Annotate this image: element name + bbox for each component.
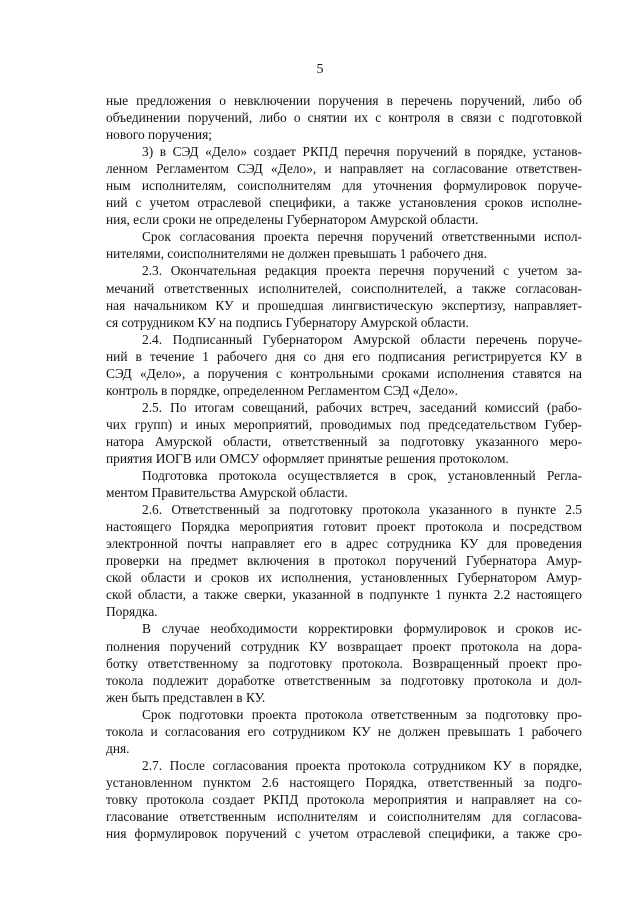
text-line: ний с учетом отраслевой специфики, а также установления сроков исполне- [106, 195, 582, 211]
text-line: В случае необходимости корректировки формулировок и сроков ис- [142, 621, 582, 637]
text-line: ния, если сроки не определены Губернатором Амурской области. [106, 212, 479, 228]
text-line: натора Амурской области, ответственный за подготовку указанного меро- [106, 433, 582, 449]
document-body [106, 92, 582, 842]
text-line: 2.4. Подписанный Губернатором Амурской области перечень поруче- [142, 331, 582, 347]
text-line: СЭД «Дело», а поручения с контрольными сроками исполнения ставятся на [106, 365, 582, 381]
text-line: дня. [106, 740, 130, 756]
text-line: ской области, а также сверки, указанной в подпункте 1 пункта 2.2 настоящего [106, 587, 582, 603]
text-line: нителями, соисполнителями не должен превышать 1 рабочего дня. [106, 246, 487, 262]
text-line: ным исполнителям, соисполнителям для уточнения формулировок поруче- [106, 178, 582, 194]
page-number: 5 [316, 62, 324, 77]
text-line: Подготовка протокола осуществляется в срок, установленный Регла- [142, 468, 582, 484]
text-line: ментом Правительства Амурской области. [106, 485, 348, 501]
text-line: Срок согласования проекта перечня поручений ответственными испол- [142, 229, 582, 245]
text-line: жен быть представлен в КУ. [106, 689, 266, 705]
text-line: ботку ответственному за подготовку протокола. Возвращенный проект про- [106, 655, 582, 671]
text-line: 2.5. По итогам совещаний, рабочих встреч, заседаний комиссий (рабо- [142, 399, 582, 415]
text-line: токола подлежит доработке ответственным за подготовку протокола и дол- [106, 672, 582, 688]
text-line: нового поручения; [106, 127, 212, 143]
text-line: товку протокола создает РКПД протокола мероприятия и направляет на со- [106, 791, 582, 807]
text-line: ся сотрудником КУ на подпись Губернатору Амурской области. [106, 314, 469, 330]
text-line: ний в течение 1 рабочего дня со дня его подписания регистрируется КУ в [106, 348, 582, 364]
text-line: ленном Регламентом СЭД «Дело», и направляет на согласование ответствен- [106, 161, 582, 177]
text-line: Срок подготовки проекта протокола ответственным за подготовку про- [142, 706, 582, 722]
text-line: электронной почты направляет его в адрес сотрудника КУ для проведения [106, 536, 582, 552]
text-line: контроль в порядке, определенном Регламентом СЭД «Дело». [106, 382, 459, 398]
text-line: установленном пунктом 2.6 настоящего Порядка, ответственный за подго- [106, 774, 582, 790]
text-line: ния формулировок поручений с учетом отраслевой специфики, а также сро- [106, 826, 582, 842]
text-line: 2.7. После согласования проекта протокола сотрудником КУ в порядке, [142, 757, 582, 773]
text-line: токола и согласования его сотрудником КУ не должен превышать 1 рабочего [106, 723, 582, 739]
text-line: объединении поручений, либо о снятии их с контроля в связи с подготовкой [106, 110, 582, 126]
text-line: 2.3. Окончательная редакция проекта перечня поручений с учетом за- [142, 263, 582, 279]
text-line: гласование ответственным исполнителям и соисполнителям для согласова- [106, 808, 582, 824]
text-line: ные предложения о невключении поручения в перечень поручений, либо об [106, 93, 582, 108]
text-line: проверки на предмет включения в протокол поручений Губернатора Амур- [106, 553, 582, 569]
text-line: ная начальником КУ и прошедшая лингвистическую экспертизу, направляет- [106, 297, 582, 313]
text-line: полнения поручений сотрудник КУ возвращает проект протокола на дора- [106, 638, 582, 654]
text-line: чих групп) и иных мероприятий, проводимых под председательством Губер- [106, 416, 582, 432]
text-line: 2.6. Ответственный за подготовку протокола указанного в пункте 2.5 [142, 502, 582, 518]
text-line: 3) в СЭД «Дело» создает РКПД перечня поручений в порядке, установ- [142, 144, 582, 160]
text-line: Порядка. [106, 604, 158, 620]
text-line: настоящего Порядка мероприятия готовит проект протокола и посредством [106, 519, 582, 535]
text-line: ской области и сроков их исполнения, установленных Губернатором Амур- [106, 570, 582, 586]
text-line: приятия ИОГВ или ОМСУ оформляет принятые решения протоколом. [106, 450, 509, 466]
text-line: мечаний ответственных исполнителей, соисполнителей, а также согласован- [106, 280, 582, 296]
